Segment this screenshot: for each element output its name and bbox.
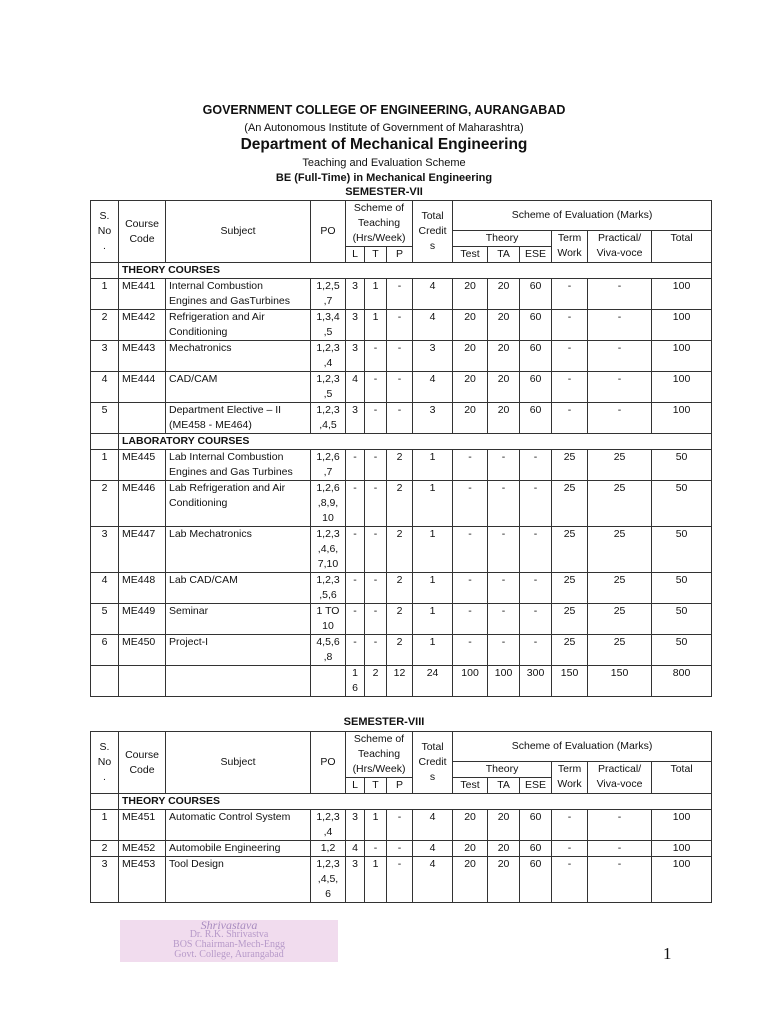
cell-total: 50 — [652, 604, 712, 635]
cell-total: 100 — [652, 279, 712, 310]
cell-pv: 25 — [588, 527, 652, 573]
cell-p: 2 — [387, 527, 413, 573]
signatory-name: Dr. R.K. Shrivastva — [189, 929, 269, 940]
cell-test: - — [453, 450, 488, 481]
cell-total: 100 — [652, 403, 712, 434]
cell-ese: - — [520, 481, 552, 527]
cell-po: 1,2,6 ,8,9, 10 — [311, 481, 346, 527]
table-row — [91, 527, 712, 573]
cell-subject: Internal Combustion Engines and GasTurbines — [166, 279, 311, 310]
cell-p: - — [387, 372, 413, 403]
total-test: 100 — [453, 666, 488, 697]
cell-sno: 5 — [91, 604, 119, 635]
cell-total: 50 — [652, 527, 712, 573]
table-row — [91, 481, 712, 527]
total-ese: 300 — [520, 666, 552, 697]
section-label: LABORATORY COURSES — [119, 434, 712, 450]
cell-pv: 25 — [588, 481, 652, 527]
cell-test: 20 — [453, 403, 488, 434]
header-practical-viva: Practical/ Viva-voce — [588, 762, 652, 794]
cell-ta: - — [488, 450, 520, 481]
cell-l: - — [346, 481, 365, 527]
semester-8-title: SEMESTER-VIII — [343, 716, 425, 728]
header-test: Test — [453, 247, 488, 263]
totals-row — [91, 666, 712, 697]
cell-total: 100 — [652, 857, 712, 903]
cell-subject: Lab CAD/CAM — [166, 573, 311, 604]
cell-code: ME452 — [119, 841, 166, 857]
header-p: P — [387, 247, 413, 263]
cell-test: - — [453, 604, 488, 635]
cell-t: 1 — [365, 810, 387, 841]
cell-test: 20 — [453, 279, 488, 310]
cell-t: - — [365, 372, 387, 403]
cell-p: - — [387, 403, 413, 434]
cell-sno: 1 — [91, 810, 119, 841]
cell-l: 3 — [346, 857, 365, 903]
cell-pv: 25 — [588, 573, 652, 604]
cell-credits: 4 — [413, 310, 453, 341]
cell-ta: 20 — [488, 341, 520, 372]
cell-po: 1,2,5 ,7 — [311, 279, 346, 310]
cell-tw: 25 — [552, 527, 588, 573]
cell-po: 1,2,3 ,4 — [311, 810, 346, 841]
header-l: L — [346, 247, 365, 263]
header-test: Test — [453, 778, 488, 794]
cell-l: 3 — [346, 310, 365, 341]
cell-sno: 4 — [91, 372, 119, 403]
total-credits: 24 — [413, 666, 453, 697]
cell-l: 3 — [346, 403, 365, 434]
cell-t: 1 — [365, 279, 387, 310]
cell-pv: - — [588, 841, 652, 857]
cell-subject: Lab Mechatronics — [166, 527, 311, 573]
header-practical-viva: Practical/ Viva-voce — [588, 231, 652, 263]
cell-ta: - — [488, 481, 520, 527]
header-t: T — [365, 247, 387, 263]
header-total: Total — [652, 762, 712, 794]
cell-pv: - — [588, 310, 652, 341]
program-title: BE (Full-Time) in Mechanical Engineering — [275, 172, 493, 184]
cell-ta: 20 — [488, 279, 520, 310]
cell-test: - — [453, 527, 488, 573]
cell-po: 4,5,6 ,8 — [311, 635, 346, 666]
cell-credits: 4 — [413, 279, 453, 310]
cell-ta: 20 — [488, 810, 520, 841]
total-l: 1 6 — [346, 666, 365, 697]
cell-ese: - — [520, 450, 552, 481]
cell-sno: 3 — [91, 341, 119, 372]
cell-subject: Automatic Control System — [166, 810, 311, 841]
header-term-work: Term Work — [552, 231, 588, 263]
cell-code: ME441 — [119, 279, 166, 310]
cell-tw: - — [552, 841, 588, 857]
header-total-credits: Total Credit s — [413, 201, 453, 263]
header-t: T — [365, 778, 387, 794]
cell-credits: 3 — [413, 403, 453, 434]
header-ta: TA — [488, 778, 520, 794]
total-total: 800 — [652, 666, 712, 697]
cell-po: 1,3,4 ,5 — [311, 310, 346, 341]
cell-ese: 60 — [520, 341, 552, 372]
cell-test: 20 — [453, 841, 488, 857]
cell-ta: 20 — [488, 372, 520, 403]
cell-sno: 1 — [91, 450, 119, 481]
cell-l: - — [346, 450, 365, 481]
section-spacer — [91, 794, 119, 810]
cell-ese: 60 — [520, 810, 552, 841]
scheme-title: Teaching and Evaluation Scheme — [302, 157, 466, 169]
cell-tw: 25 — [552, 450, 588, 481]
table-row — [91, 635, 712, 666]
header-p: P — [387, 778, 413, 794]
cell-ese: - — [520, 604, 552, 635]
cell-total: 50 — [652, 573, 712, 604]
cell-subject: Refrigeration and Air Conditioning — [166, 310, 311, 341]
cell-code: ME453 — [119, 857, 166, 903]
cell-po: 1 TO 10 — [311, 604, 346, 635]
table-row — [91, 372, 712, 403]
cell-l: 4 — [346, 841, 365, 857]
cell-credits: 4 — [413, 841, 453, 857]
header-ese: ESE — [520, 247, 552, 263]
cell-ese: 60 — [520, 841, 552, 857]
cell-t: 1 — [365, 310, 387, 341]
cell-ta: - — [488, 527, 520, 573]
cell-sno: 3 — [91, 527, 119, 573]
cell-test: - — [453, 573, 488, 604]
cell-p: - — [387, 279, 413, 310]
cell-subject: Seminar — [166, 604, 311, 635]
header-evaluation-scheme: Scheme of Evaluation (Marks) — [453, 201, 712, 231]
cell-test: - — [453, 481, 488, 527]
cell-subject: CAD/CAM — [166, 372, 311, 403]
header-po: PO — [311, 732, 346, 794]
total-ta: 100 — [488, 666, 520, 697]
cell-code: ME442 — [119, 310, 166, 341]
cell-credits: 4 — [413, 857, 453, 903]
cell-p: 2 — [387, 635, 413, 666]
cell-credits: 1 — [413, 573, 453, 604]
cell-code: ME449 — [119, 604, 166, 635]
cell-total: 50 — [652, 481, 712, 527]
header-l: L — [346, 778, 365, 794]
cell-total: 50 — [652, 450, 712, 481]
cell-ese: - — [520, 635, 552, 666]
autonomy-note: (An Autonomous Institute of Government of Maharashtra) — [244, 122, 524, 134]
cell-pv: - — [588, 279, 652, 310]
table-row — [91, 573, 712, 604]
cell-p: - — [387, 310, 413, 341]
cell-code: ME443 — [119, 341, 166, 372]
cell-po: 1,2,3 ,4,5, 6 — [311, 857, 346, 903]
cell-t: - — [365, 527, 387, 573]
header-theory: Theory — [453, 762, 552, 778]
cell-sno: 2 — [91, 841, 119, 857]
header-teaching-scheme: Scheme of Teaching (Hrs/Week) — [346, 732, 413, 778]
cell-sno: 6 — [91, 635, 119, 666]
table-row — [91, 450, 712, 481]
page-number: 1 — [663, 944, 672, 963]
cell-sno: 3 — [91, 857, 119, 903]
cell-ese: 60 — [520, 403, 552, 434]
cell-pv: - — [588, 372, 652, 403]
total-t: 2 — [365, 666, 387, 697]
header-subject: Subject — [166, 732, 311, 794]
cell-credits: 1 — [413, 450, 453, 481]
cell-tw: 25 — [552, 635, 588, 666]
cell-ese: - — [520, 527, 552, 573]
cell-p: - — [387, 341, 413, 372]
cell-p: - — [387, 810, 413, 841]
cell-pv: - — [588, 403, 652, 434]
cell-sno: 2 — [91, 310, 119, 341]
cell-ese: - — [520, 573, 552, 604]
cell-credits: 4 — [413, 810, 453, 841]
table-row — [91, 403, 712, 434]
header-subject: Subject — [166, 201, 311, 263]
cell-subject: Lab Refrigeration and Air Conditioning — [166, 481, 311, 527]
table-row — [91, 857, 712, 903]
cell-pv: 25 — [588, 450, 652, 481]
cell-test: - — [453, 635, 488, 666]
header-course-code: Course Code — [119, 201, 166, 263]
cell-credits: 1 — [413, 635, 453, 666]
cell-tw: - — [552, 341, 588, 372]
cell-l: 3 — [346, 341, 365, 372]
semester-7-title: SEMESTER-VII — [345, 186, 423, 198]
cell-credits: 1 — [413, 527, 453, 573]
signatory-institute: Govt. College, Aurangabad — [174, 949, 284, 960]
cell-test: 20 — [453, 310, 488, 341]
cell-total: 50 — [652, 635, 712, 666]
table-row — [91, 604, 712, 635]
cell-subject: Tool Design — [166, 857, 311, 903]
table-row — [91, 810, 712, 841]
cell-ese: 60 — [520, 279, 552, 310]
header-sno: S. No . — [91, 201, 119, 263]
cell-l: 3 — [346, 279, 365, 310]
section-spacer — [91, 434, 119, 450]
cell-po: 1,2,3 ,4 — [311, 341, 346, 372]
cell-total: 100 — [652, 341, 712, 372]
cell-tw: - — [552, 279, 588, 310]
cell-tw: - — [552, 372, 588, 403]
header-course-code: Course Code — [119, 732, 166, 794]
header-theory: Theory — [453, 231, 552, 247]
signature-stamp — [120, 920, 338, 962]
cell-code: ME444 — [119, 372, 166, 403]
header-sno: S. No . — [91, 732, 119, 794]
section-label: THEORY COURSES — [119, 794, 712, 810]
section-spacer — [91, 263, 119, 279]
cell-tw: 25 — [552, 604, 588, 635]
cell-pv: - — [588, 857, 652, 903]
cell-credits: 3 — [413, 341, 453, 372]
cell-tw: 25 — [552, 573, 588, 604]
cell-l: - — [346, 635, 365, 666]
cell-t: - — [365, 450, 387, 481]
cell-p: 2 — [387, 481, 413, 527]
header-po: PO — [311, 201, 346, 263]
cell-test: 20 — [453, 857, 488, 903]
cell-code: ME450 — [119, 635, 166, 666]
cell-po: 1,2,3 ,4,6, 7,10 — [311, 527, 346, 573]
header-teaching-scheme: Scheme of Teaching (Hrs/Week) — [346, 201, 413, 247]
cell-total: 100 — [652, 841, 712, 857]
cell-ta: 20 — [488, 403, 520, 434]
cell-test: 20 — [453, 341, 488, 372]
cell-sno: 1 — [91, 279, 119, 310]
table-row — [91, 841, 712, 857]
cell-total: 100 — [652, 372, 712, 403]
cell-l: 4 — [346, 372, 365, 403]
cell-tw: - — [552, 403, 588, 434]
cell-test: 20 — [453, 372, 488, 403]
total-p: 12 — [387, 666, 413, 697]
cell-code: ME448 — [119, 573, 166, 604]
total-pv: 150 — [588, 666, 652, 697]
header-ese: ESE — [520, 778, 552, 794]
header-total: Total — [652, 231, 712, 263]
cell-t: 1 — [365, 857, 387, 903]
cell-tw: - — [552, 310, 588, 341]
cell-tw: - — [552, 810, 588, 841]
cell-total: 100 — [652, 310, 712, 341]
cell-po: 1,2,3 ,5,6 — [311, 573, 346, 604]
cell-po: 1,2,3 ,5 — [311, 372, 346, 403]
cell-l: - — [346, 573, 365, 604]
cell-code: ME445 — [119, 450, 166, 481]
cell-pv: - — [588, 810, 652, 841]
semester-8-table — [90, 731, 712, 903]
cell-tw: - — [552, 857, 588, 903]
cell-po: 1,2 — [311, 841, 346, 857]
header-ta: TA — [488, 247, 520, 263]
cell-t: - — [365, 481, 387, 527]
header-term-work: Term Work — [552, 762, 588, 794]
cell-credits: 1 — [413, 481, 453, 527]
table-row — [91, 279, 712, 310]
cell-pv: 25 — [588, 604, 652, 635]
cell-ese: 60 — [520, 372, 552, 403]
table-row — [91, 310, 712, 341]
cell-p: 2 — [387, 573, 413, 604]
semester-7-table — [90, 200, 712, 697]
cell-total: 100 — [652, 810, 712, 841]
cell-ese: 60 — [520, 857, 552, 903]
cell-l: - — [346, 527, 365, 573]
signatory-role: BOS Chairman-Mech-Engg — [173, 939, 285, 950]
cell-t: - — [365, 841, 387, 857]
cell-sno: 2 — [91, 481, 119, 527]
header-evaluation-scheme: Scheme of Evaluation (Marks) — [453, 732, 712, 762]
cell-ta: - — [488, 604, 520, 635]
cell-p: - — [387, 841, 413, 857]
cell-pv: - — [588, 341, 652, 372]
cell-subject: Automobile Engineering — [166, 841, 311, 857]
cell-po: 1,2,3 ,4,5 — [311, 403, 346, 434]
section-label: THEORY COURSES — [119, 263, 712, 279]
header-total-credits: Total Credit s — [413, 732, 453, 794]
signature-scrawl: Shrivastava — [200, 920, 258, 932]
cell-sno: 5 — [91, 403, 119, 434]
cell-t: - — [365, 403, 387, 434]
cell-credits: 1 — [413, 604, 453, 635]
cell-ta: 20 — [488, 857, 520, 903]
cell-test: 20 — [453, 810, 488, 841]
college-name: GOVERNMENT COLLEGE OF ENGINEERING, AURANGABAD — [202, 103, 566, 117]
cell-l: 3 — [346, 810, 365, 841]
cell-code — [119, 403, 166, 434]
cell-t: - — [365, 635, 387, 666]
cell-ta: - — [488, 635, 520, 666]
cell-ta: 20 — [488, 310, 520, 341]
cell-p: - — [387, 857, 413, 903]
cell-p: 2 — [387, 604, 413, 635]
cell-sno: 4 — [91, 573, 119, 604]
cell-code: ME451 — [119, 810, 166, 841]
cell-subject: Lab Internal Combustion Engines and Gas Turbines — [166, 450, 311, 481]
cell-pv: 25 — [588, 635, 652, 666]
total-tw: 150 — [552, 666, 588, 697]
cell-t: - — [365, 604, 387, 635]
cell-code: ME446 — [119, 481, 166, 527]
cell-credits: 4 — [413, 372, 453, 403]
cell-t: - — [365, 341, 387, 372]
cell-ta: - — [488, 573, 520, 604]
cell-l: - — [346, 604, 365, 635]
cell-po: 1,2,6 ,7 — [311, 450, 346, 481]
cell-ta: 20 — [488, 841, 520, 857]
cell-ese: 60 — [520, 310, 552, 341]
department-title: Department of Mechanical Engineering — [240, 136, 528, 153]
cell-tw: 25 — [552, 481, 588, 527]
cell-code: ME447 — [119, 527, 166, 573]
cell-subject: Mechatronics — [166, 341, 311, 372]
cell-subject: Department Elective – II (ME458 - ME464) — [166, 403, 311, 434]
cell-subject: Project-I — [166, 635, 311, 666]
table-row — [91, 341, 712, 372]
cell-t: - — [365, 573, 387, 604]
cell-p: 2 — [387, 450, 413, 481]
